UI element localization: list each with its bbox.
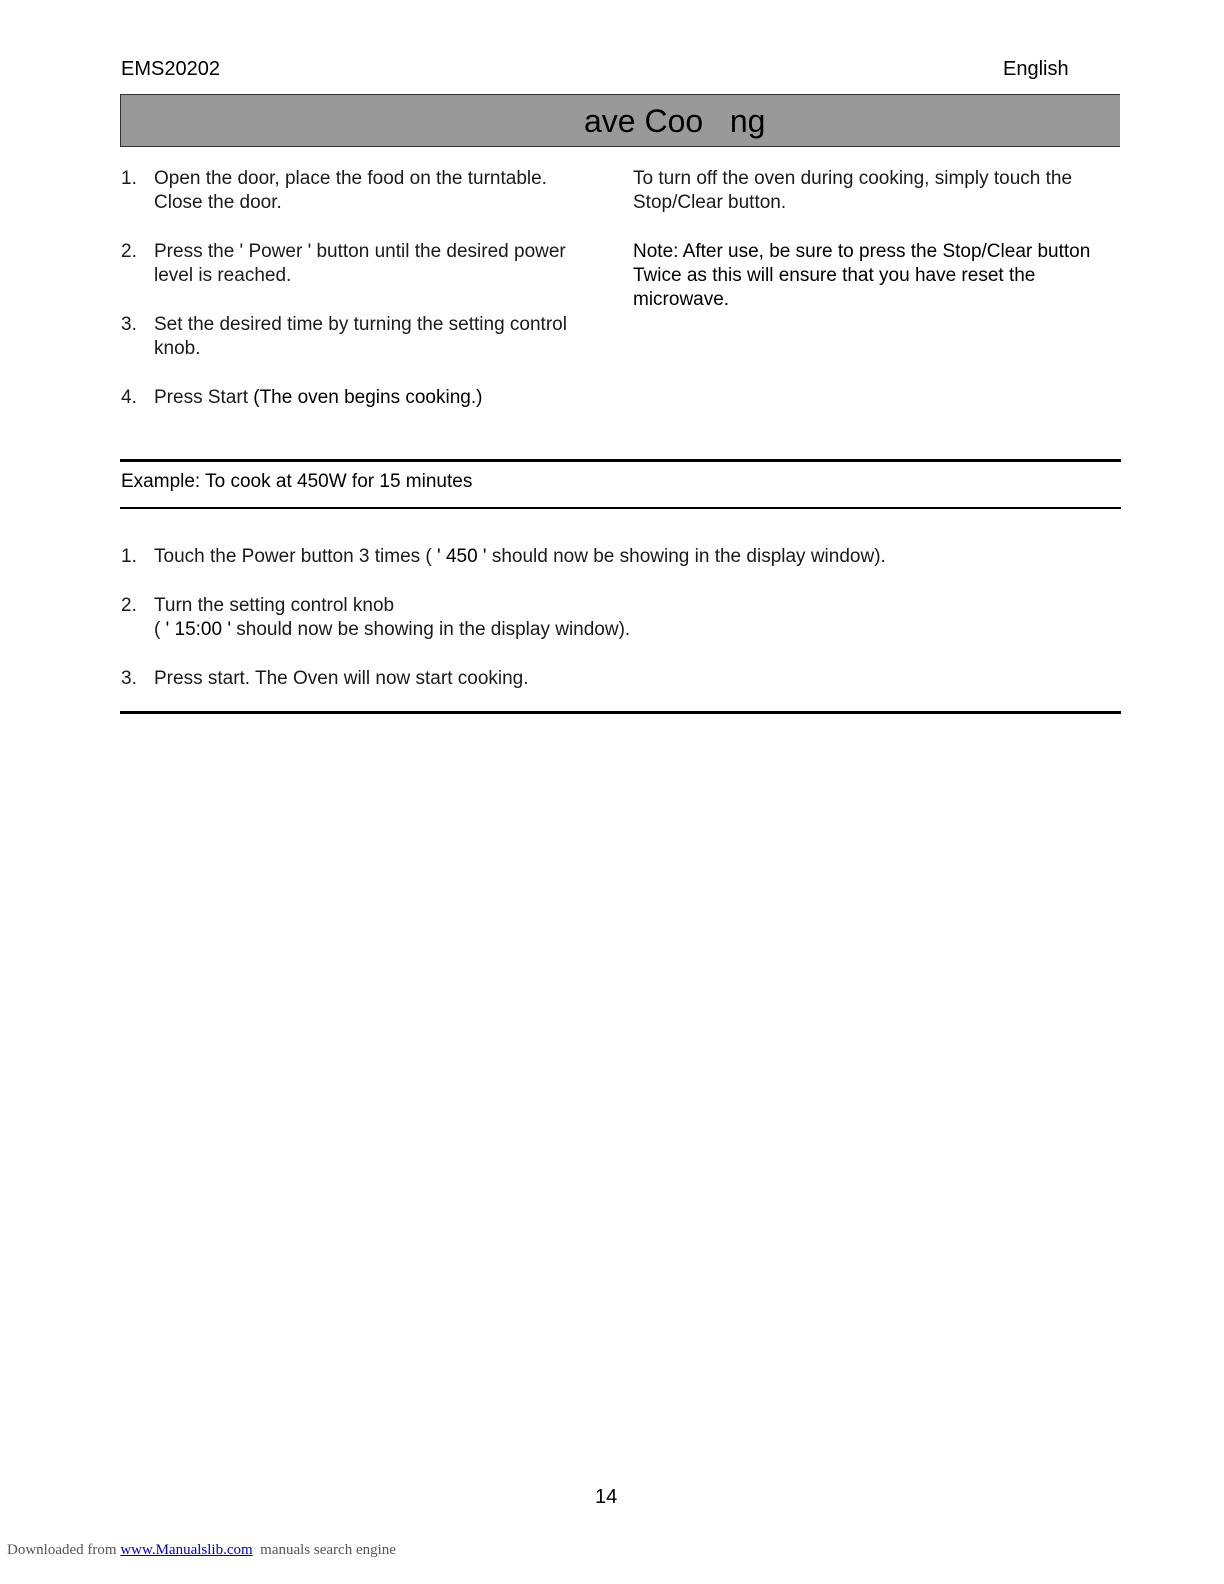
- step-text: level is reached.: [154, 265, 292, 286]
- download-footer: [7, 1542, 396, 1559]
- step-text-dark: (The oven begins cooking.): [253, 387, 483, 408]
- language-label: English: [1003, 58, 1069, 80]
- step-text: Set the desired time by turning the setting control: [154, 314, 567, 335]
- step-number: 2.: [121, 595, 137, 616]
- step-number: 4.: [121, 387, 137, 408]
- step-text: [154, 545, 886, 569]
- note-line: Note: After use, be sure to press the Stop/Clear button: [633, 241, 1091, 262]
- divider: [120, 507, 1121, 509]
- note-line: Twice as this will ensure that you have reset the: [633, 265, 1036, 286]
- example-step-1: [121, 545, 1121, 571]
- step-text-light: should now be showing in the display window).: [486, 546, 886, 567]
- step-text: knob.: [154, 338, 201, 359]
- step-text-light: Press Start: [154, 387, 254, 408]
- step-4: [121, 386, 601, 412]
- step-number: 1.: [121, 546, 137, 567]
- page-number: 14: [595, 1486, 618, 1508]
- turn-off-line: Stop/Clear button.: [633, 192, 787, 213]
- display-value: ' 15:00 ': [165, 619, 231, 640]
- step-number: 3.: [121, 314, 137, 335]
- turn-off-line: To turn off the oven during cooking, simply touch the: [633, 168, 1073, 189]
- example-step-2: [121, 594, 1121, 644]
- example-title: Example: To cook at 450W for 15 minutes: [121, 471, 473, 492]
- usage-note: [633, 240, 1090, 312]
- step-text-light: (: [154, 619, 166, 640]
- step-number: 1.: [121, 168, 137, 189]
- divider: [120, 459, 1121, 462]
- step-3: [121, 313, 601, 363]
- step-text: Close the door.: [154, 192, 282, 213]
- display-value: ' 450 ': [437, 546, 487, 567]
- step-text: [154, 386, 482, 410]
- footer-prefix: Downloaded from: [7, 1542, 121, 1558]
- divider: [120, 711, 1121, 714]
- step-number: 2.: [121, 241, 137, 262]
- example-step-3: [121, 667, 1121, 693]
- model-number: EMS20202: [121, 58, 220, 80]
- footer-suffix: manuals search engine: [252, 1542, 396, 1558]
- step-2: [121, 240, 601, 290]
- section-banner: [120, 94, 1120, 147]
- step-text-light: should now be showing in the display window).: [230, 619, 631, 640]
- step-text: Open the door, place the food on the turntable.: [154, 168, 547, 189]
- turn-off-instruction: [633, 167, 1072, 215]
- step-text: Turn the setting control knob: [154, 595, 395, 616]
- section-title: ave Coo ng: [584, 103, 766, 139]
- step-text: Press start. The Oven will now start cooking.: [154, 668, 529, 689]
- step-number: 3.: [121, 668, 137, 689]
- step-text-light: Touch the Power button 3 times (: [154, 546, 438, 567]
- step-text: [154, 618, 630, 642]
- note-line: microwave.: [633, 289, 730, 310]
- step-text: Press the ' Power ' button until the desired power: [154, 241, 566, 262]
- manualslib-link[interactable]: www.Manualslib.com: [120, 1542, 253, 1558]
- step-1: [121, 167, 601, 217]
